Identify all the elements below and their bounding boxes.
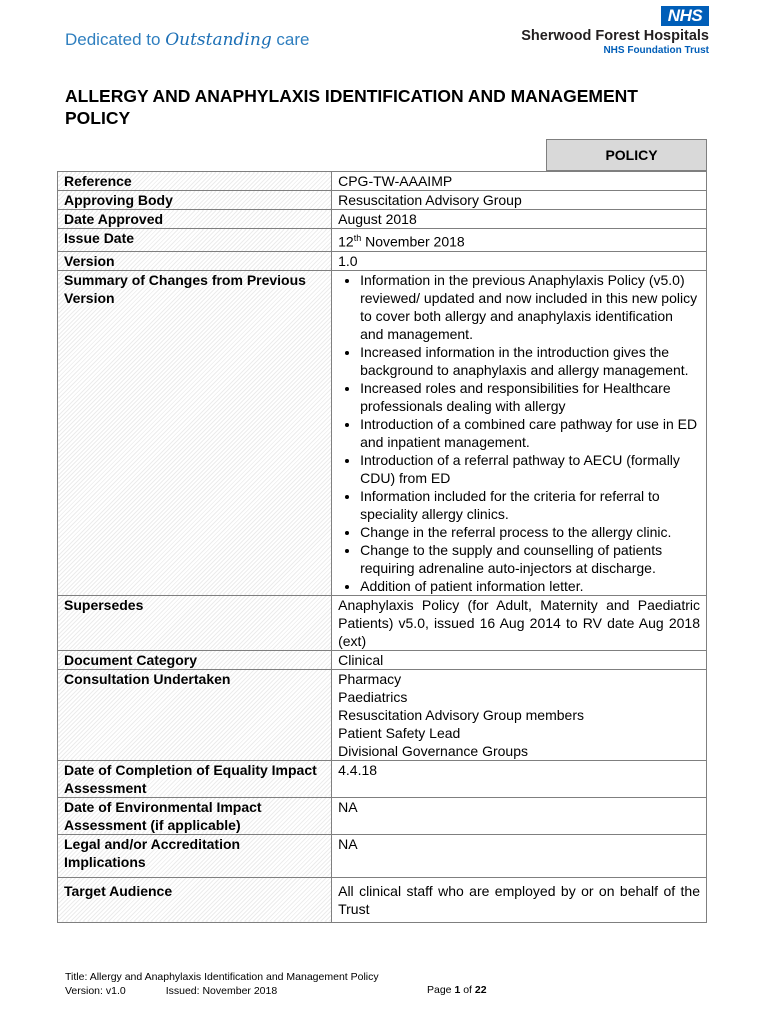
legal-value: NA [332, 834, 707, 877]
table-row [58, 270, 707, 595]
consultation-item: Paediatrics [338, 688, 408, 705]
row-label: Summary of Changes from Previous Version [58, 270, 332, 595]
list-item: • Change to the supply and counselling of patients requiring adrenaline auto-injectors at discharge. [360, 541, 700, 577]
reference-value: CPG-TW-AAAIMP [332, 172, 707, 191]
row-label: Version [58, 251, 332, 270]
date-approved-value: August 2018 [332, 210, 707, 229]
table-row [58, 210, 707, 229]
table-row [58, 797, 707, 834]
table-row [58, 251, 707, 270]
table-row [58, 834, 707, 877]
row-label: Approving Body [58, 191, 332, 210]
table-row [58, 650, 707, 669]
policy-label-box [546, 139, 707, 171]
table-row [58, 595, 707, 650]
document-category-value: Clinical [332, 650, 707, 669]
list-item: • Change in the referral process to the allergy clinic. [360, 523, 700, 541]
tagline-logo: Dedicated to Outstanding care [65, 30, 310, 50]
table-row [58, 669, 707, 760]
footer [65, 970, 379, 998]
nhs-logo: NHS [661, 6, 709, 26]
equality-value: 4.4.18 [332, 760, 707, 797]
environmental-value: NA [332, 797, 707, 834]
list-item: • Introduction of a referral pathway to AECU (formally CDU) from ED [360, 451, 700, 487]
footer-title: Title: Allergy and Anaphylaxis Identification and Management Policy [65, 971, 379, 983]
row-label: Legal and/or Accreditation Implications [58, 834, 332, 877]
target-audience-value: All clinical staff who are employed by or on behalf of the Trust [332, 877, 707, 922]
trust-subtitle: NHS Foundation Trust [603, 45, 709, 56]
policy-metadata-table [57, 171, 707, 923]
footer-version: Version: v1.0 [65, 985, 126, 997]
list-item: • Information in the previous Anaphylaxis Policy (v5.0) reviewed/ updated and now included in this new policy to cover both allergy and anaphylaxis identification and management. [360, 271, 700, 343]
row-label: Consultation Undertaken [58, 669, 332, 760]
trust-name: Sherwood Forest Hospitals [521, 28, 709, 44]
list-item: • Increased roles and responsibilities for Healthcare professionals dealing with allergy [360, 379, 700, 415]
supersedes-value: Anaphylaxis Policy (for Adult, Maternity and Paediatric Patients) v5.0, issued 16 Aug 2014 to RV date Aug 2018 (ext) [332, 595, 707, 650]
consultation-item: Divisional Governance Groups [338, 742, 528, 759]
list-item: • Introduction of a combined care pathway for use in ED and inpatient management. [360, 415, 700, 451]
row-label: Target Audience [58, 877, 332, 922]
consultation-values [332, 669, 707, 760]
table-row [58, 760, 707, 797]
table-row [58, 877, 707, 922]
approving-body-value: Resuscitation Advisory Group [332, 191, 707, 210]
issue-date-value: 12th November 2018 [332, 229, 707, 252]
row-label: Date of Completion of Equality Impact Assessment [58, 760, 332, 797]
list-item: • Increased information in the introduction gives the background to anaphylaxis and allergy management. [360, 343, 700, 379]
row-label: Document Category [58, 650, 332, 669]
table-row [58, 229, 707, 252]
row-label: Date of Environmental Impact Assessment (if applicable) [58, 797, 332, 834]
row-label: Reference [58, 172, 332, 191]
consultation-item: Resuscitation Advisory Group members [338, 706, 584, 723]
list-item: • Addition of patient information letter. [360, 577, 700, 595]
summary-of-changes [332, 270, 707, 595]
page-title: ALLERGY AND ANAPHYLAXIS IDENTIFICATION AND MANAGEMENT POLICY [65, 86, 638, 128]
list-item: • Information included for the criteria for referral to speciality allergy clinics. [360, 487, 700, 523]
changes-list [338, 271, 700, 595]
table-row [58, 191, 707, 210]
row-label: Supersedes [58, 595, 332, 650]
row-label: Issue Date [58, 229, 332, 252]
page-number: Page 1 of 22 [427, 984, 487, 996]
policy-label: POLICY [605, 147, 658, 163]
row-label: Date Approved [58, 210, 332, 229]
version-value: 1.0 [332, 251, 707, 270]
footer-issued: Issued: November 2018 [165, 985, 278, 997]
consultation-item: Patient Safety Lead [338, 724, 461, 741]
table-row [58, 172, 707, 191]
consultation-item: Pharmacy [338, 670, 402, 687]
